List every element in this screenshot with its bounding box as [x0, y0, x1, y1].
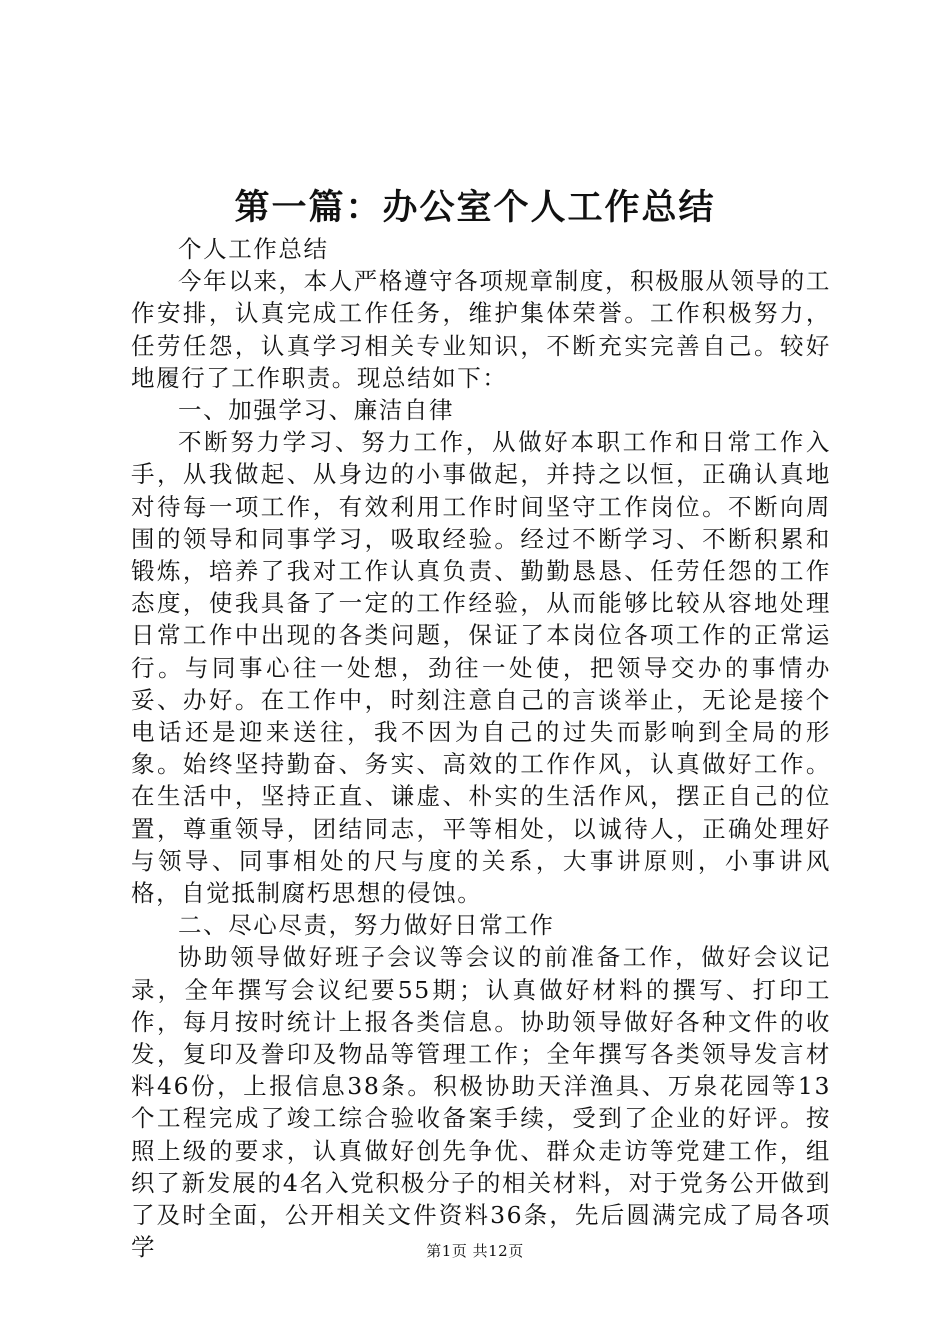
- subtitle-paragraph: 个人工作总结: [178, 235, 329, 263]
- page-number-footer: 第1页 共12页: [426, 1242, 524, 1260]
- intro-paragraph: 今年以来，本人严格遵守各项规章制度，积极服从领导的工作安排，认真完成工作任务，维护集体荣誉。工作积极努力，任劳任怨，认真学习相关专业知识，不断充实完善自己。较好地履行了工作职责。现总结如下：: [131, 267, 831, 392]
- section-heading-1: 一、加强学习、廉洁自律: [178, 396, 455, 425]
- section-1-paragraph: 不断努力学习、努力工作，从做好本职工作和日常工作入手，从我做起、从身边的小事做起，并持之以恒，正确认真地对待每一项工作，有效利用工作时间坚守工作岗位。不断向周围的领导和同事学习，吸取经验。经过不断学习、不断积累和锻炼，培养了我对工作认真负责、勤勤恳恳、任劳任怨的工作态度，使我具备了一定的工作经验，从而能够比较从容地处理日常工作中出现的各类问题，保证了本岗位各项工作的正常运行。与同事心往一处想，劲往一处使，把领导交办的事情办妥、办好。在工作中，时刻注意自己的言谈举止，无论是接个电话还是迎来送往，我不因为自己的过失而影响到全局的形象。始终坚持勤奋、务实、高效的工作作风，认真做好工作。在生活中，坚持正直、谦虚、朴实的生活作风，摆正自己的位置，尊重领导，团结同志，平等相处，以诚待人，正确处理好与领导、同事相处的尺与度的关系，大事讲原则，小事讲风格，自觉抵制腐朽思想的侵蚀。: [131, 428, 831, 908]
- document-title: 第一篇：办公室个人工作总结: [234, 187, 716, 228]
- section-2-paragraph: 协助领导做好班子会议等会议的前准备工作，做好会议记录，全年撰写会议纪要55期；认真做好材料的撰写、打印工作，每月按时统计上报各类信息。协助领导做好各种文件的收发，复印及誊印及物品等管理工作；全年撰写各类领导发言材料46份，上报信息38条。积极协助天洋渔具、万泉花园等13个工程完成了竣工综合验收备案手续，受到了企业的好评。按照上级的要求，认真做好创先争优、群众走访等党建工作，组织了新发展的4名入党积极分子的相关材料，对于党务公开做到了及时全面，公开相关文件资料36条，先后圆满完成了局各项学: [131, 943, 831, 1262]
- document-body: [131, 233, 831, 1264]
- section-heading-2: 二、尽心尽责，努力做好日常工作: [178, 911, 555, 940]
